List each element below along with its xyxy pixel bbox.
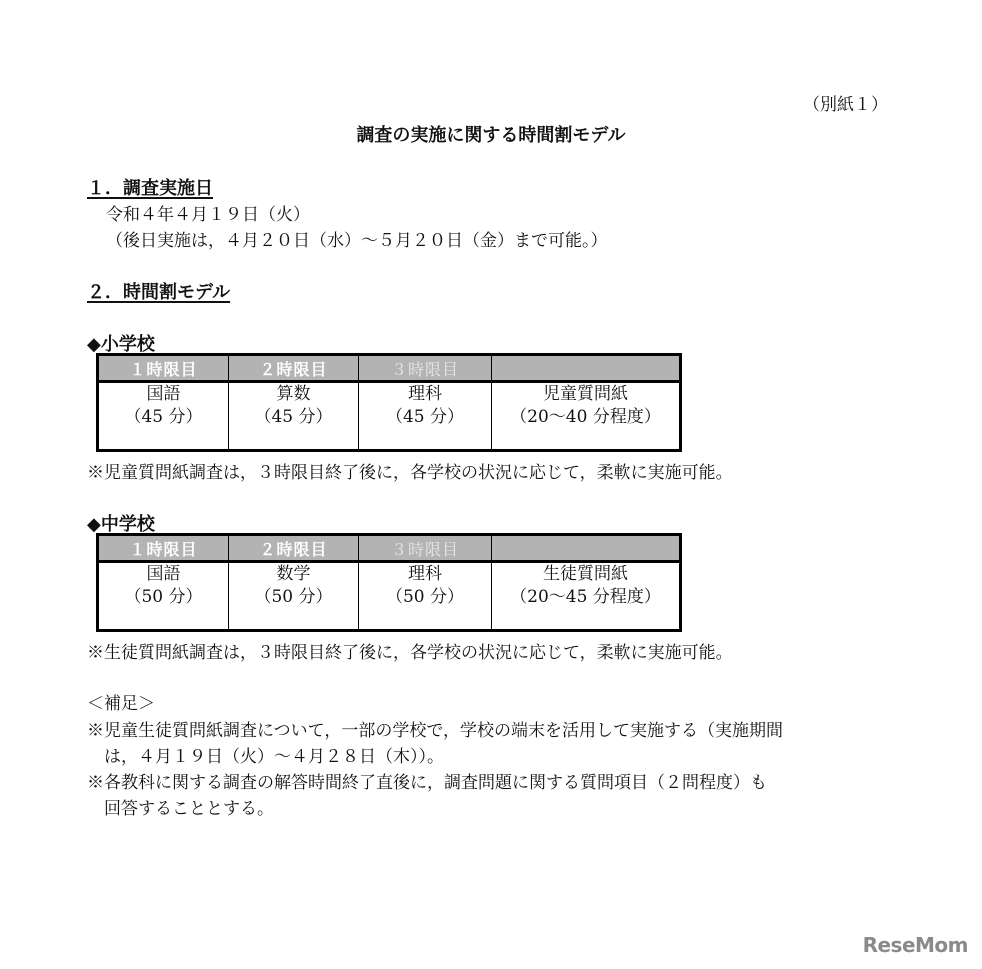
subject-name: 理科 [408,384,442,404]
period-2-header: ２時限目 [229,535,359,562]
subject-duration: （45 分） [124,407,203,427]
timetable-cell [359,382,492,451]
supplement-item-1-line2: は，４月１９日（火）～４月２８日（木））。 [104,747,444,767]
questionnaire-header [492,355,681,382]
period-3-header: ３時限目 [359,535,492,562]
timetable-row [98,562,681,631]
timetable-cell [492,562,681,631]
subject-name: 国語 [146,564,181,584]
later-implementation-note: （後日実施は，４月２０日（水）～５月２０日（金）まで可能。） [106,231,608,251]
elementary-timetable [96,353,682,452]
subject-duration: （50 分） [254,587,333,607]
timetable-header-row [98,535,681,562]
elementary-note: ※児童質問紙調査は，３時限目終了後に，各学校の状況に応じて，柔軟に実施可能。 [87,463,733,483]
questionnaire-header [492,535,681,562]
supplement-item-1-line1: ※児童生徒質問紙調査について，一部の学校で，学校の端末を活用して実施する（実施期間 [87,721,783,741]
junior-high-label: ◆中学校 [87,514,155,535]
attachment-label: （別紙１） [803,95,888,115]
subject-name: 理科 [408,564,442,584]
subject-duration: （45 分） [254,407,333,427]
junior-high-timetable [96,533,682,632]
supplement-item-2-line2: 回答することとする。 [104,799,274,819]
subject-duration: （45 分） [385,407,465,427]
subject-name: 算数 [276,384,311,404]
timetable-cell [98,382,229,451]
timetable-header-row [98,355,681,382]
page-title: 調査の実施に関する時間割モデル [356,125,626,146]
timetable-cell [492,382,681,451]
elementary-label: ◆小学校 [87,334,155,355]
supplement-item-2-line1: ※各教科に関する調査の解答時間終了直後に，調査問題に関する質問項目（２問程度）も [87,773,767,793]
subject-name: 国語 [146,384,181,404]
survey-date: 令和４年４月１９日（火） [106,205,310,225]
section1-heading: １．調査実施日 [87,178,213,199]
subject-duration: （50 分） [124,587,203,607]
timetable-cell [229,562,359,631]
timetable-cell [359,562,492,631]
timetable-cell [229,382,359,451]
subject-name: 生徒質問紙 [543,564,628,584]
period-2-header: ２時限目 [229,355,359,382]
subject-duration: （50 分） [385,587,465,607]
subject-duration: （20～45 分程度） [510,587,661,607]
period-1-header: １時限目 [98,535,229,562]
resemom-logo: ReseMom [862,933,968,957]
section2-heading: ２．時間割モデル [87,282,231,303]
timetable-row [98,382,681,451]
subject-name: 児童質問紙 [543,384,628,404]
period-3-header: ３時限目 [359,355,492,382]
period-1-header: １時限目 [98,355,229,382]
subject-name: 数学 [276,564,311,584]
supplement-heading: ＜補足＞ [87,694,155,714]
timetable-cell [98,562,229,631]
junior-high-note: ※生徒質問紙調査は，３時限目終了後に，各学校の状況に応じて，柔軟に実施可能。 [87,643,733,663]
subject-duration: （20～40 分程度） [510,407,661,427]
